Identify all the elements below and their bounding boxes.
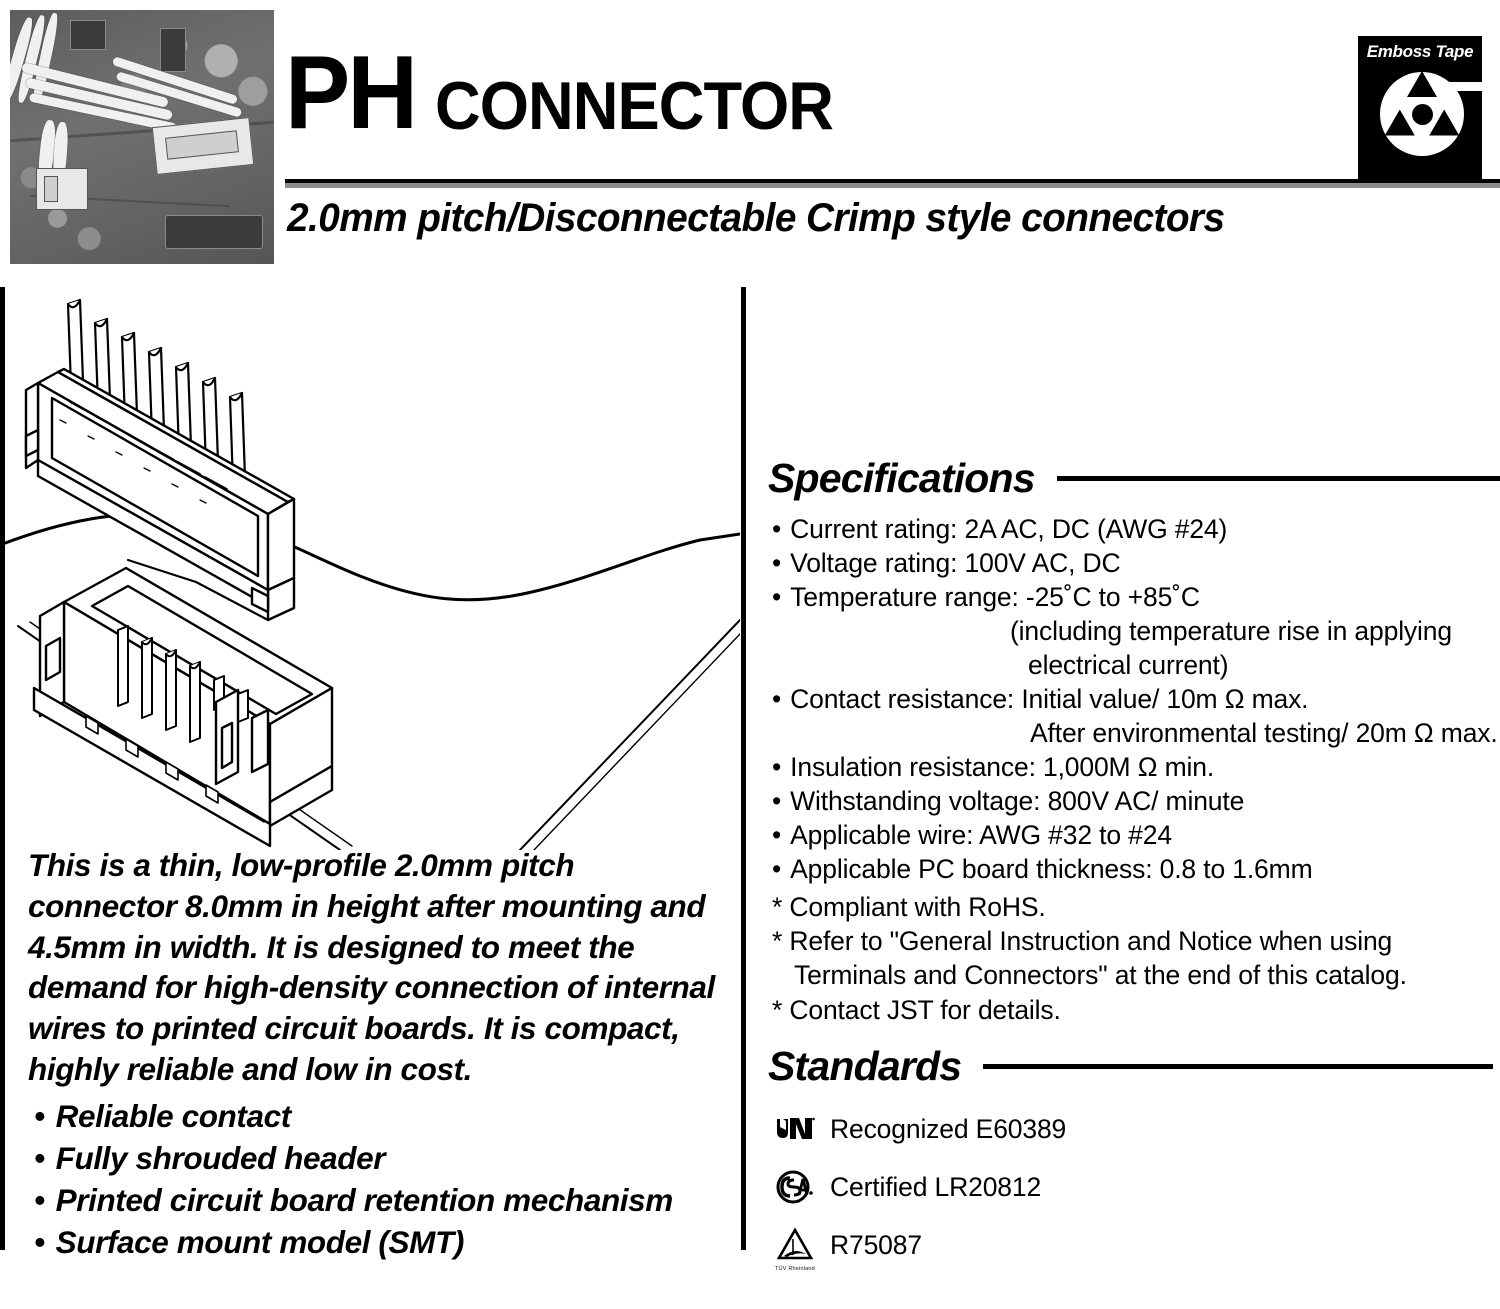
csa-certified-icon bbox=[772, 1164, 818, 1210]
spec-item: • Applicable wire: AWG #32 to #24 bbox=[772, 818, 1500, 852]
emboss-tape-label: Emboss Tape bbox=[1366, 42, 1474, 61]
standards-list bbox=[772, 1100, 1500, 1274]
standard-text: R75087 bbox=[830, 1229, 922, 1260]
standards-rule bbox=[983, 1064, 1493, 1069]
reel-spoke bbox=[1407, 71, 1437, 97]
spec-item-continuation: electrical current) bbox=[1028, 650, 1229, 681]
standards-heading bbox=[768, 1043, 1493, 1090]
note-item-continuation: Terminals and Connectors" at the end of this catalog. bbox=[794, 960, 1407, 991]
spec-item: • Withstanding voltage: 800V AC/ minute bbox=[772, 784, 1500, 818]
note-item: * Compliant with RoHS. bbox=[772, 892, 1046, 922]
page-title bbox=[285, 35, 1325, 151]
standard-row bbox=[772, 1100, 1500, 1158]
notes-list bbox=[772, 890, 1500, 1027]
feature-item: • Fully shrouded header bbox=[34, 1138, 734, 1180]
spec-item-continuation: After environmental testing/ 20m Ω max. bbox=[1030, 718, 1498, 749]
tuv-sublabel: TÜV Rheinland bbox=[775, 1266, 815, 1272]
spec-item: • Applicable PC board thickness: 0.8 to 1.6mm bbox=[772, 852, 1500, 886]
specifications-title: Specifications bbox=[768, 455, 1035, 501]
spec-item: • Voltage rating: 100V AC, DC bbox=[772, 546, 1500, 580]
standards-title: Standards bbox=[768, 1043, 962, 1089]
standard-row bbox=[772, 1158, 1500, 1216]
column-divider bbox=[741, 287, 746, 1250]
standard-text: Recognized E60389 bbox=[830, 1113, 1067, 1144]
feature-item: • Surface mount model (SMT) bbox=[34, 1222, 734, 1264]
page-subtitle: 2.0mm pitch/Disconnectable Crimp style connectors bbox=[287, 196, 1225, 240]
note-item: * Contact JST for details. bbox=[772, 994, 1061, 1025]
spec-item: • Insulation resistance: 1,000M Ω min. bbox=[772, 750, 1500, 784]
note-item: * Refer to "General Instruction and Notice when using bbox=[772, 926, 1393, 957]
feature-item: • Printed circuit board retention mechanism bbox=[34, 1180, 734, 1222]
feature-item: • Reliable contact bbox=[34, 1096, 734, 1138]
standard-text: Certified LR20812 bbox=[830, 1171, 1042, 1202]
small-connector-slot bbox=[44, 176, 58, 202]
pcb-component bbox=[70, 20, 106, 50]
title-product-type: CONNECTOR bbox=[435, 68, 834, 145]
reel-spoke bbox=[1429, 110, 1467, 149]
spec-item-continuation: (including temperature rise in applying bbox=[1010, 616, 1452, 647]
spec-item: • Contact resistance: Initial value/ 10m Ω max. bbox=[772, 682, 1500, 716]
product-description: This is a thin, low-profile 2.0mm pitch connector 8.0mm in height after mounting and 4.5mm in width. It is designed to meet the demand for high-density connection of internal wires to printed circuit boards. It is compact, highly reliable and low in cost. bbox=[28, 847, 715, 1087]
product-photo bbox=[10, 10, 274, 264]
spec-item: • Temperature range: -25˚C to +85˚C bbox=[772, 580, 1500, 614]
ul-recognized-icon bbox=[772, 1106, 818, 1152]
spec-item: • Current rating: 2A AC, DC (AWG #24) bbox=[772, 512, 1500, 546]
specifications-heading bbox=[768, 455, 1500, 502]
reel-hub bbox=[1412, 104, 1433, 125]
tape-reel-icon bbox=[1380, 72, 1464, 156]
connector-illustration bbox=[0, 290, 740, 850]
tuv-rheinland-icon bbox=[772, 1222, 818, 1272]
emboss-tape-badge bbox=[1358, 36, 1482, 182]
reel-spoke bbox=[1377, 110, 1415, 149]
feature-list bbox=[34, 1096, 734, 1264]
pcb-ic-chip bbox=[165, 215, 263, 249]
specifications-list bbox=[772, 512, 1500, 887]
specifications-rule bbox=[1057, 476, 1500, 481]
standard-row bbox=[772, 1216, 1500, 1274]
header-rule-gray bbox=[285, 183, 1500, 188]
title-product-family: PH bbox=[285, 35, 416, 151]
pcb-component bbox=[160, 28, 186, 72]
